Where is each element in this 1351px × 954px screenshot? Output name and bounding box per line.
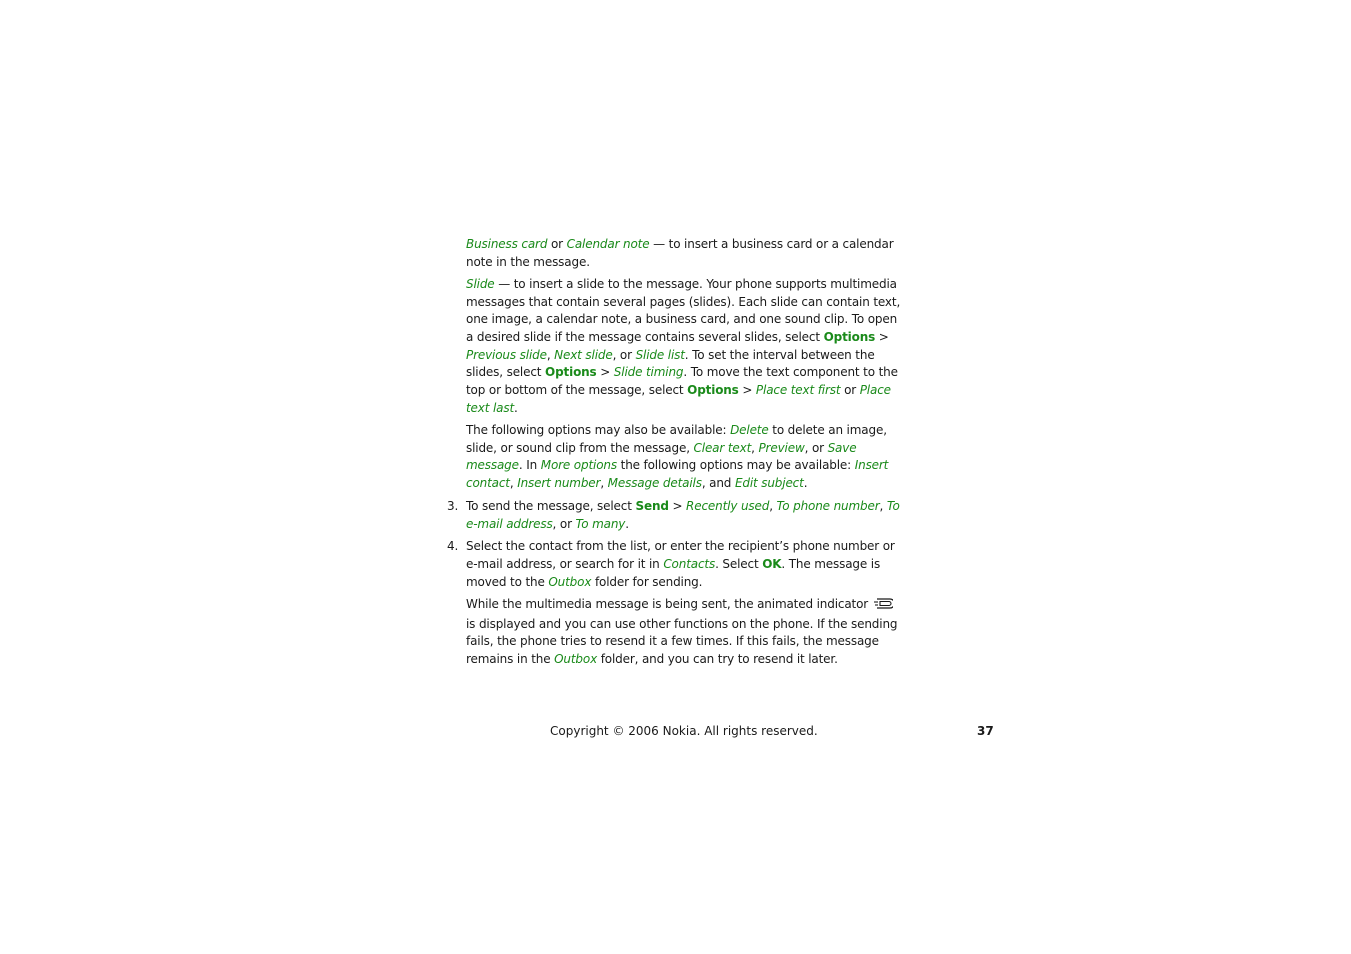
text-run: to delete an image, slide, or sound clip from the message, (466, 423, 887, 455)
text-run: . To set the interval between the slides, select (466, 347, 875, 380)
softkey-options: Options (545, 365, 597, 380)
text-run: The following options may also be available: (466, 423, 731, 438)
softkey-options: Options (823, 330, 876, 345)
menu-term-outbox: Outbox (554, 651, 598, 666)
paragraph-more-options (466, 422, 906, 493)
menu-term-contacts: Contacts (663, 556, 716, 571)
menu-term-more-options: More options (540, 458, 617, 473)
menu-term-to-email-address: To e-mail address (466, 498, 900, 531)
multimedia-sending-indicator-icon (873, 597, 893, 616)
text-run: , or (612, 347, 636, 362)
softkey-ok: OK (762, 556, 782, 571)
menu-term-insert-number: Insert number (517, 476, 601, 491)
menu-term-slide: Slide (466, 276, 495, 291)
text-run: > (668, 498, 687, 513)
text-run: , or (804, 440, 828, 455)
menu-term-next-slide: Next slide (554, 347, 613, 362)
text-run: . In (518, 458, 541, 473)
text-run: . The message is moved to the (466, 556, 881, 589)
menu-term-to-many: To many (575, 516, 626, 531)
paragraph-business-card (466, 236, 906, 271)
text-run: , or (552, 516, 576, 531)
step-number: 4. (447, 539, 459, 554)
menu-term-slide-timing: Slide timing (613, 365, 684, 380)
menu-term-edit-subject: Edit subject (734, 476, 804, 491)
menu-term-business-card: Business card (466, 237, 548, 251)
menu-term-recently-used: Recently used (686, 498, 770, 513)
page-number: 37 (977, 724, 994, 738)
text-run: , (546, 347, 555, 362)
softkey-options: Options (687, 383, 739, 398)
text-run: . To move the text component to the top or bottom of the message, select (466, 365, 898, 398)
text-run: . Select (715, 556, 763, 571)
step-number: 3. (447, 498, 459, 513)
text-run: , (600, 476, 608, 491)
menu-term-outbox: Outbox (548, 574, 592, 589)
text-run: folder, and you can try to resend it later. (597, 651, 838, 666)
text-run: While the multimedia message is being sent, the animated indicator (466, 596, 872, 611)
softkey-send: Send (635, 498, 669, 513)
paragraph-slide (466, 276, 906, 418)
text-run: . (625, 516, 629, 531)
step-3-send (447, 498, 906, 533)
page-body (447, 236, 906, 673)
menu-term-to-phone-number: To phone number (776, 498, 880, 513)
text-run: . (514, 400, 518, 415)
menu-term-previous-slide: Previous slide (466, 347, 547, 362)
step-4-select-contact (447, 538, 906, 591)
text-run: > (875, 330, 889, 345)
menu-term-slide-list: Slide list (635, 347, 685, 362)
paragraph-sending-indicator (466, 596, 906, 669)
menu-term-delete: Delete (730, 423, 769, 438)
text-run: , (879, 498, 887, 513)
text-run: is displayed and you can use other functions on the phone. If the sending fails, the phone tries to resend it a few times. If this fails, the message remains in the (466, 616, 898, 666)
text-run: Select the contact from the list, or enter the recipient’s phone number or e-mail address, or search for it in (466, 539, 895, 571)
menu-term-clear-text: Clear text (693, 440, 752, 455)
text-run: the following options may be available: (616, 458, 855, 473)
text-run: or (547, 237, 567, 251)
text-run: , (751, 440, 759, 455)
menu-term-insert-contact: Insert contact (466, 458, 889, 491)
text-run: . (803, 476, 808, 491)
footer-copyright: Copyright © 2006 Nokia. All rights reserved. (550, 724, 818, 738)
text-run: , and (701, 476, 735, 491)
menu-term-message-details: Message details (607, 476, 702, 491)
text-run: or (840, 383, 860, 398)
menu-term-place-text-last: Place text last (466, 383, 891, 415)
text-run: , (769, 498, 777, 513)
text-run: folder for sending. (591, 574, 703, 589)
text-run: > (738, 383, 756, 398)
text-run: — to insert a business card or a calendar note in the message. (466, 237, 894, 269)
menu-term-calendar-note: Calendar note (566, 237, 650, 251)
menu-term-preview: Preview (758, 440, 805, 455)
text-run: > (596, 365, 614, 380)
menu-term-save-message: Save message (466, 440, 857, 473)
menu-term-place-text-first: Place text first (755, 383, 841, 398)
text-run: — to insert a slide to the message. Your phone supports multimedia messages that contain several pages (slides). Each slide can contain text, one image, a calendar note, a business card, and one sound clip. To open a desired slide if the message contains several slides, select (466, 276, 901, 345)
text-run: , (509, 476, 518, 491)
text-run: To send the message, select (466, 498, 636, 513)
